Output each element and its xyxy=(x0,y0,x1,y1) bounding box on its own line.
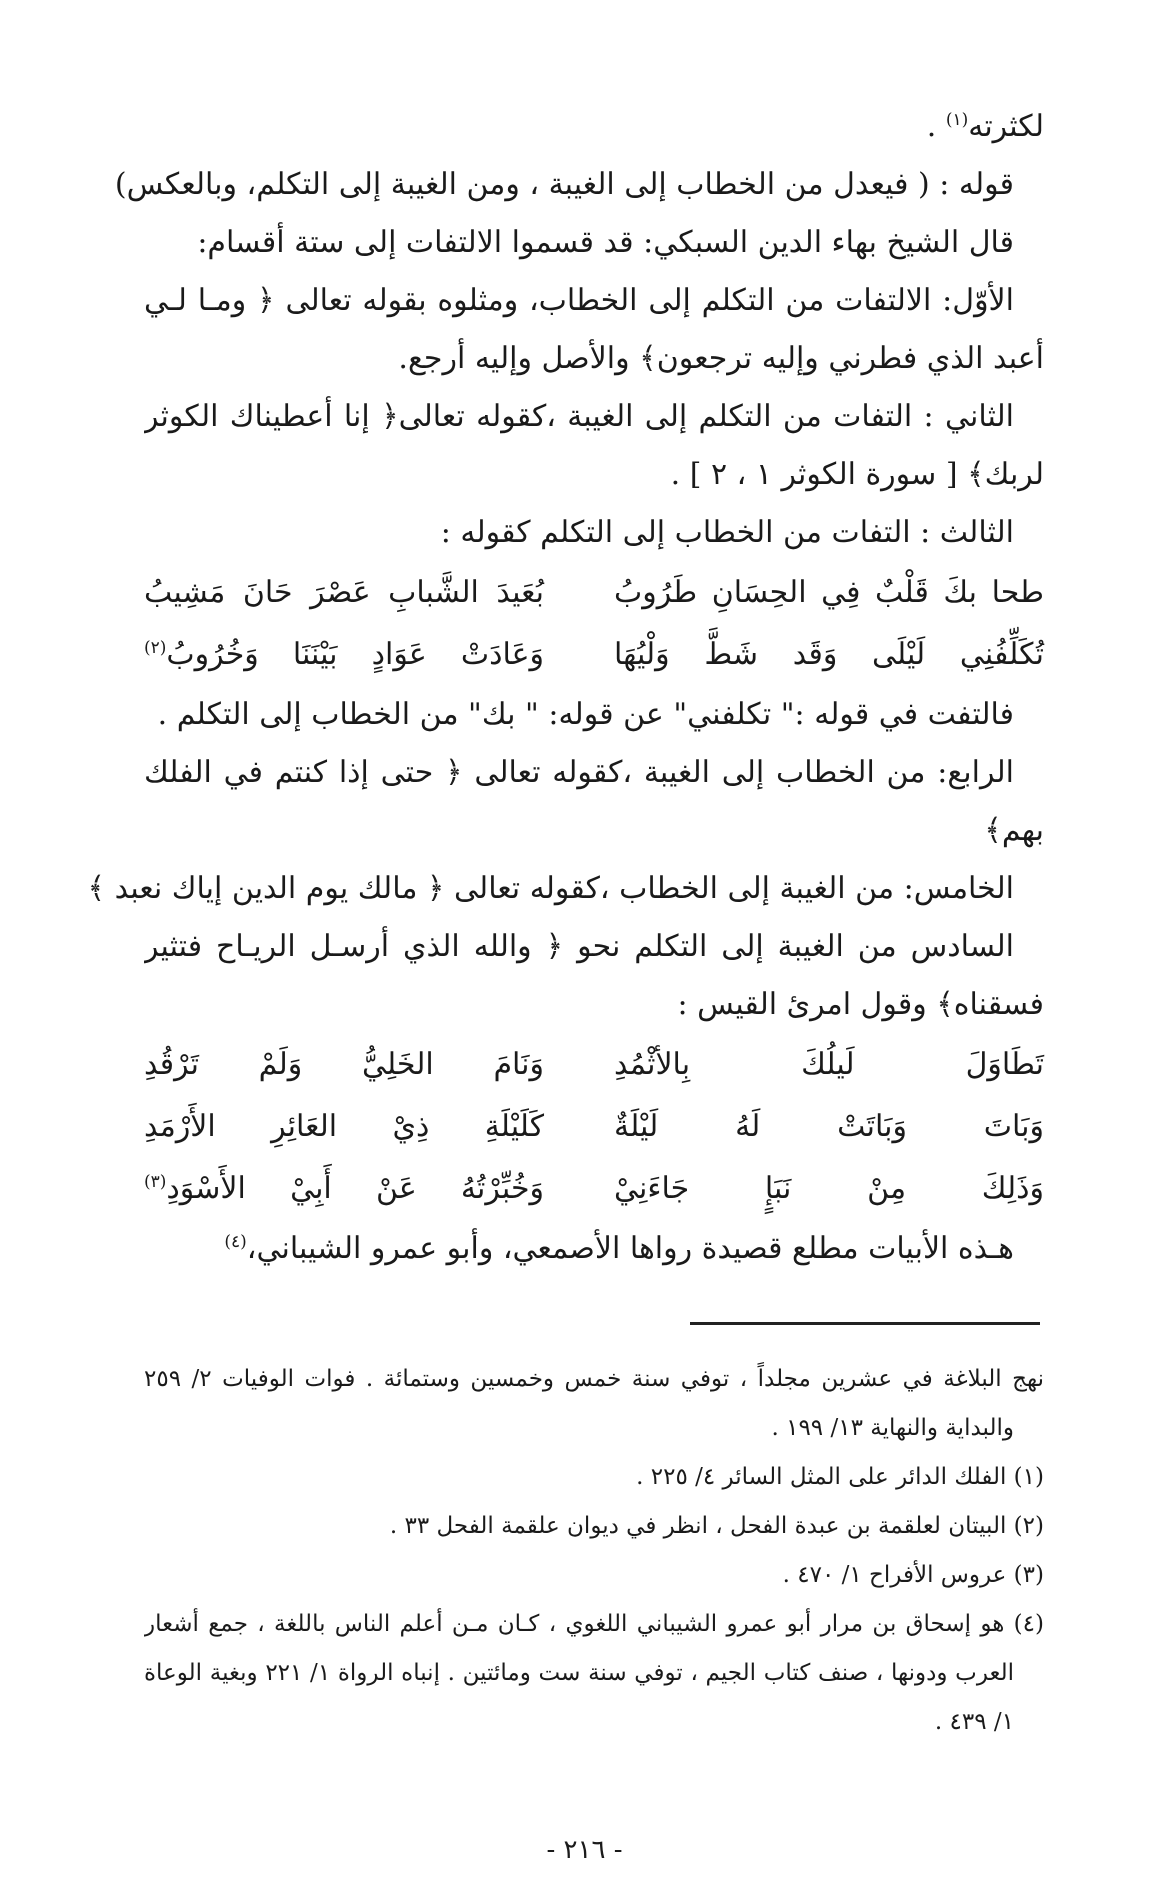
verse-second-hemistich: كَلَيْلَةِ ذِيْ العَائِرِ الأَرْمَدِ xyxy=(144,1109,544,1144)
text-line xyxy=(144,1220,1044,1278)
text-line: أعبد الذي فطرني وإليه ترجعون﴾ والأصل وإليه أرجع. xyxy=(398,341,1044,376)
text-line: قال الشيخ بهاء الدين السبكي: قد قسموا الالتفات إلى ستة أقسام: xyxy=(197,225,1014,260)
verse-second-hemistich xyxy=(144,624,544,686)
text-line: لربك﴾ [ سورة الكوثر ١ ، ٢ ] . xyxy=(670,457,1044,492)
poem-verse xyxy=(144,1034,1044,1096)
text-line: فالتفت في قوله :" تكلفني" عن قوله: " بك" من الخطاب إلى التكلم . xyxy=(157,697,1014,732)
text-line: الأوّل: الالتفات من التكلم إلى الخطاب، ومثلوه بقوله تعالى ﴿ ومـا لـي xyxy=(144,283,1014,318)
poem-verse xyxy=(144,562,1044,624)
footnote-line: (١) الفلك الدائر على المثل السائر ٤/ ٢٢٥ . xyxy=(636,1464,1044,1490)
text-line: السادس من الغيبة إلى التكلم نحو ﴿ والله الذي أرسـل الريـاح فتثير xyxy=(144,929,1014,964)
text-span: هـذه الأبيات مطلع قصيدة رواها الأصمعي، وأبو عمرو الشيباني، xyxy=(246,1231,1014,1266)
text-span: . xyxy=(926,109,946,144)
page-number: - ٢١٦ - xyxy=(546,1835,623,1865)
poem-verse xyxy=(144,1096,1044,1158)
footnote-marker: (٤) xyxy=(224,1232,247,1252)
verse-second-hemistich: وَنَامَ الخَلِيُّ وَلَمْ تَرْقُدِ xyxy=(144,1047,544,1082)
verse-second-hemistich: بُعَيدَ الشَّبابِ عَصْرَ حَانَ مَشِيبُ xyxy=(144,575,544,610)
footnote-line: العرب ودونها ، صنف كتاب الجيم ، توفي سنة ست ومائتين . إنباه الرواة ١/ ٢٢١ وبغية الوعاة xyxy=(144,1660,1015,1686)
verse-first-hemistich: وَبَاتَ وَبَاتَتْ لَهُ لَيْلَةٌ xyxy=(614,1109,1044,1144)
footnote-separator xyxy=(690,1322,1040,1325)
footnote-line: نهج البلاغة في عشرين مجلداً ، توفي سنة خمس وخمسين وستمائة . فوات الوفيات ٢/ ٢٥٩ xyxy=(144,1366,1044,1392)
text-line: الثاني : التفات من التكلم إلى الغيبة ،كقوله تعالى﴿ إنا أعطيناك الكوثر xyxy=(144,399,1014,434)
footnotes xyxy=(144,1355,1044,1747)
verse-first-hemistich: تُكَلِّفُنِي لَيْلَى وَقَد شَطَّ وَلْيُهَا xyxy=(614,637,1044,672)
verse-first-hemistich: تَطَاوَلَ لَيلُكَ بِالأثْمُدِ xyxy=(614,1047,1044,1082)
poem-verse xyxy=(144,624,1044,686)
footnote-line: والبداية والنهاية ١٣/ ١٩٩ . xyxy=(771,1415,1014,1441)
text-line: الرابع: من الخطاب إلى الغيبة ،كقوله تعالى ﴿ حتى إذا كنتم في الفلك xyxy=(144,755,1014,790)
footnote-line: ١/ ٤٣٩ . xyxy=(934,1709,1014,1735)
text-line: الثالث : التفات من الخطاب إلى التكلم كقوله : xyxy=(440,515,1014,550)
text-line xyxy=(144,98,1044,156)
text-line: فسقناه﴾ وقول امرئ القيس : xyxy=(677,987,1044,1022)
footnote-marker: (١) xyxy=(945,110,969,130)
footnote-line: (٣) عروس الأفراح ١/ ٤٧٠ . xyxy=(782,1562,1044,1588)
verse-first-hemistich: وَذَلِكَ مِنْ نَبَإٍ جَاءَنِيْ xyxy=(614,1171,1044,1206)
verse-text: وَخُبِّرْتُهُ عَنْ أَبِيْ الأَسْوَدِ xyxy=(166,1171,544,1206)
footnote-line: (٢) البيتان لعلقمة بن عبدة الفحل ، انظر في ديوان علقمة الفحل ٣٣ . xyxy=(389,1513,1044,1539)
text-span: لكثرته xyxy=(968,109,1044,144)
main-text xyxy=(87,98,1044,1278)
verse-text: وَعَادَتْ عَوَادٍ بَيْنَنَا وَخُرُوبُ xyxy=(166,637,544,672)
text-line: الخامس: من الغيبة إلى الخطاب ،كقوله تعالى ﴿ مالك يوم الدين إياك نعبد ﴾ xyxy=(87,871,1014,906)
footnote-marker: (٢) xyxy=(144,638,167,658)
verse-first-hemistich: طحا بكَ قَلْبٌ فِي الحِسَانِ طَرُوبُ xyxy=(614,575,1044,610)
footnote-marker: (٣) xyxy=(144,1172,167,1192)
text-line: بهم﴾ xyxy=(984,813,1044,848)
footnote-line: (٤) هو إسحاق بن مرار أبو عمرو الشيباني اللغوي ، كـان مـن أعلم الناس باللغة ، جمع أشعار xyxy=(144,1611,1044,1637)
text-line: قوله : ( فيعدل من الخطاب إلى الغيبة ، ومن الغيبة إلى التكلم، وبالعكس) xyxy=(114,167,1014,202)
verse-second-hemistich xyxy=(144,1158,544,1220)
poem-verse xyxy=(144,1158,1044,1220)
